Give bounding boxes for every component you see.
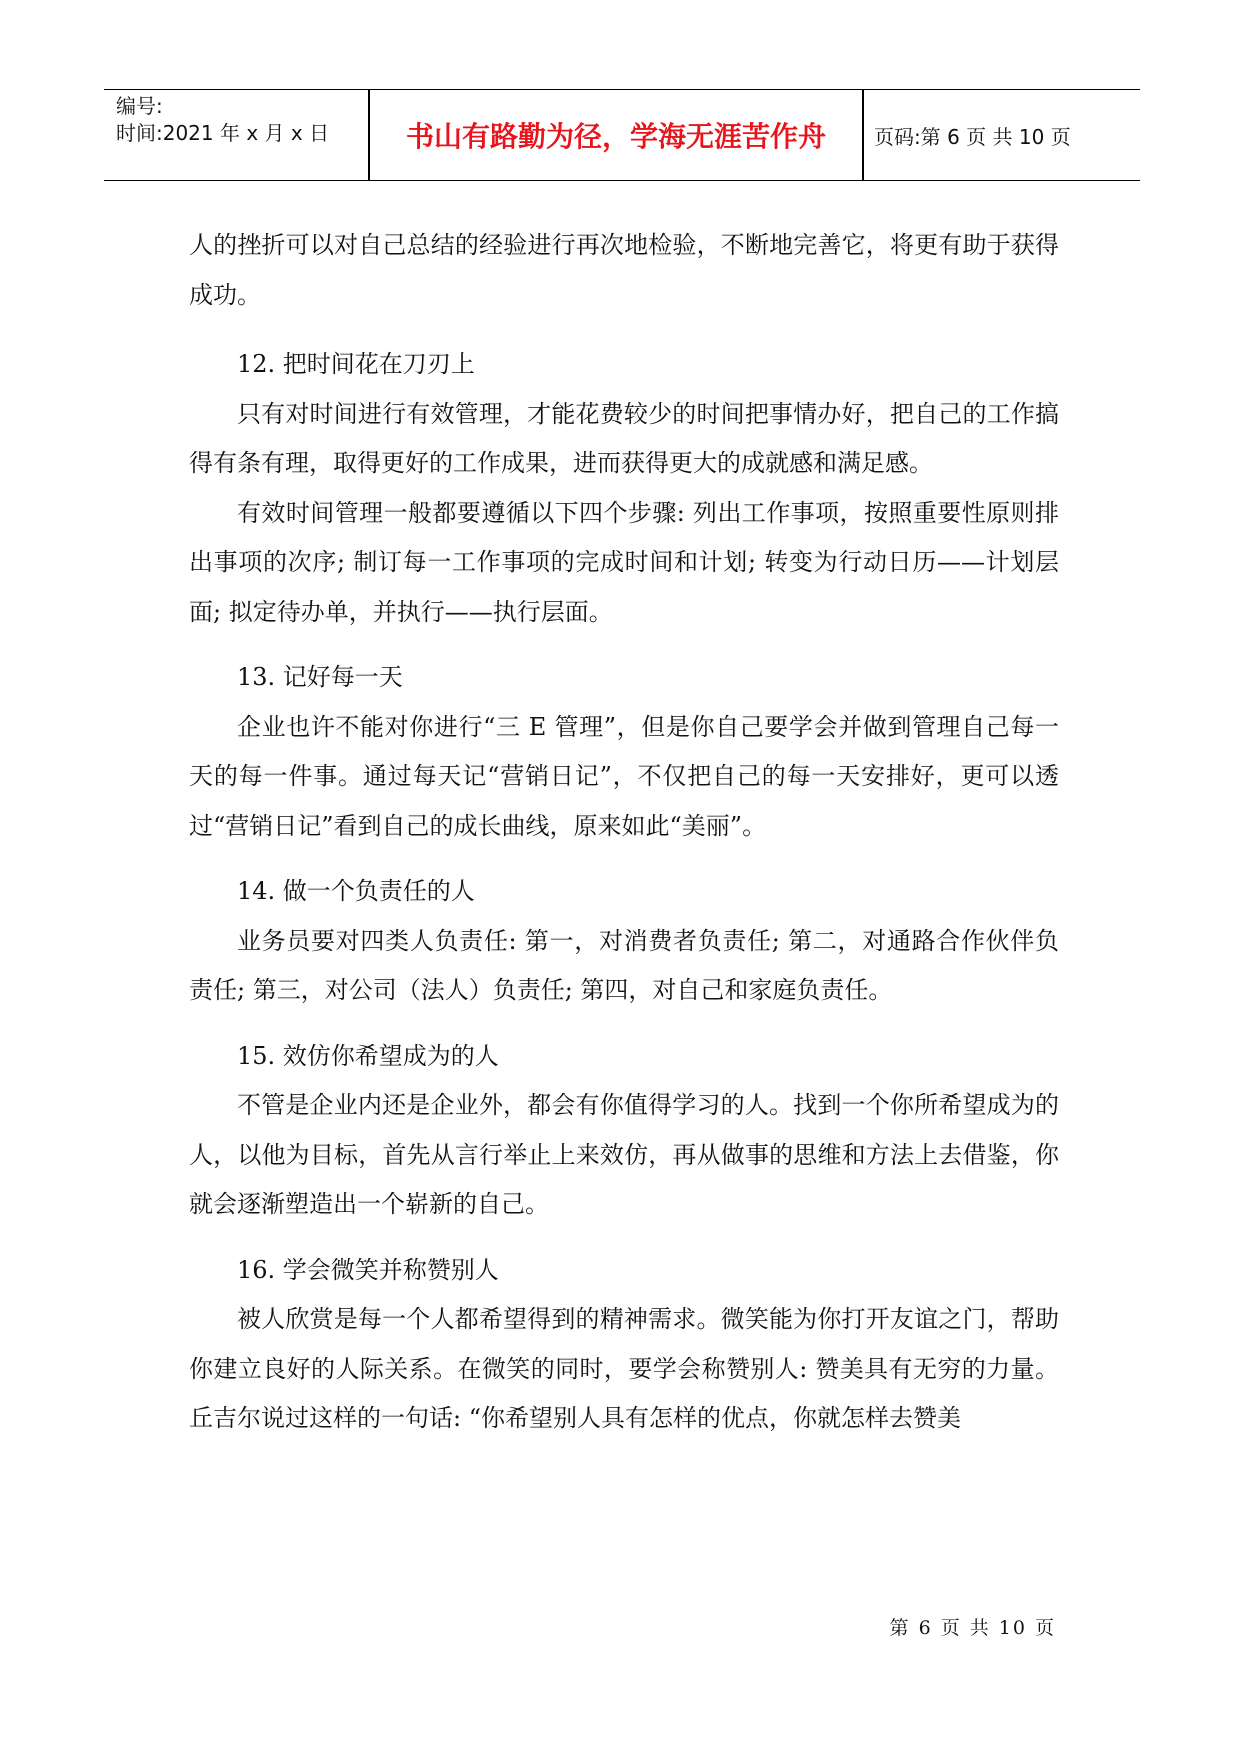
paragraph-16: 被人欣赏是每一个人都希望得到的精神需求。微笑能为你打开友谊之门，帮助你建立良好的人际关系。在微笑的同时，要学会称赞别人: 赞美具有无穷的力量。丘吉尔说过这样的一句话: “你希望别人具有怎样的优点，你就怎样去赞美: [189, 1305, 1059, 1432]
section-heading-12: 12. 把时间花在刀刃上: [237, 350, 475, 378]
section-heading-14: 14. 做一个负责任的人: [237, 877, 475, 905]
section-heading-13: 13. 记好每一天: [237, 663, 403, 691]
header-divider-right: [862, 90, 864, 180]
paragraph-13: 企业也许不能对你进行“三 E 管理”，但是你自己要学会并做到管理自己每一天的每一件事。通过每天记“营销日记”，不仅把自己的每一天安排好，更可以透过“营销日记”看到自己的成长曲线，原来如此“美丽”。: [189, 712, 1059, 840]
paragraph-14: 业务员要对四类人负责任: 第一，对消费者负责任; 第二，对通路合作伙伴负责任; 第三，对公司（法人）负责任; 第四，对自己和家庭负责任。: [189, 926, 1059, 1004]
header-motto: 书山有路勤为径，学海无涯苦作舟: [405, 120, 826, 153]
section-heading-16: 16. 学会微笑并称赞别人: [237, 1255, 499, 1284]
section-heading-15: 15. 效仿你希望成为的人: [237, 1041, 499, 1070]
document-number-label: 编号:: [116, 94, 163, 118]
page-header: [104, 89, 1140, 181]
header-page-indicator: 页码:第 6 页 共 10 页: [874, 124, 1071, 149]
document-body: [189, 221, 1059, 1444]
document-time-label: 时间:2021 年 x 月 x 日: [116, 121, 330, 145]
paragraph-continued: 人的挫折可以对自己总结的经验进行再次地检验，不断地完善它，将更有助于获得成功。: [189, 231, 1059, 309]
paragraph-15: 不管是企业内还是企业外，都会有你值得学习的人。找到一个你所希望成为的人，以他为目标，首先从言行举止上来效仿，再从做事的思维和方法上去借鉴，你就会逐渐塑造出一个崭新的自己。: [189, 1091, 1059, 1218]
header-meta: [116, 90, 372, 147]
paragraph-12b: 有效时间管理一般都要遵循以下四个步骤: 列出工作事项，按照重要性原则排出事项的次序; 制订每一工作事项的完成时间和计划; 转变为行动日历——计划层面; 拟定待办单，并执行——执行层面。: [189, 498, 1059, 626]
paragraph-12a: 只有对时间进行有效管理，才能花费较少的时间把事情办好，把自己的工作搞得有条有理，取得更好的工作成果，进而获得更大的成就感和满足感。: [189, 399, 1059, 477]
page-footer-number: 第 6 页 共 10 页: [889, 1617, 1056, 1639]
